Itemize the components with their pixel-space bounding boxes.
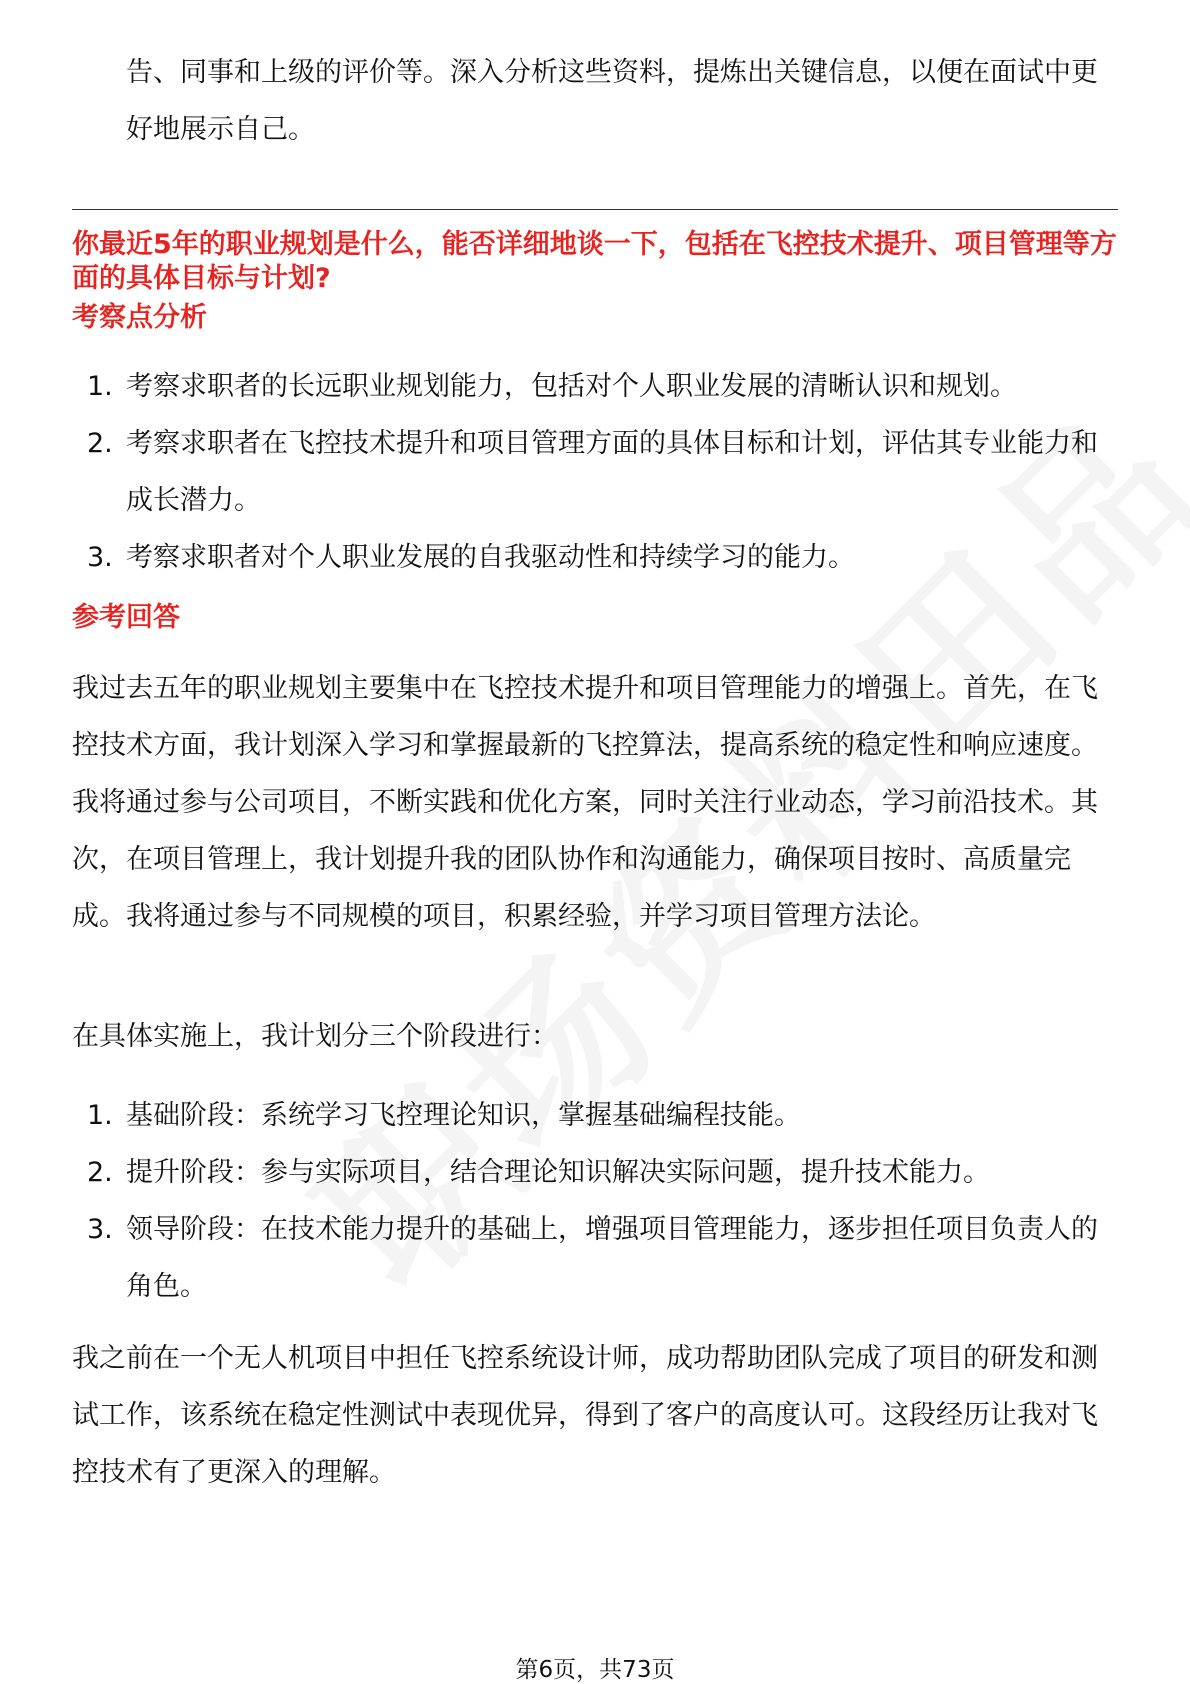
list-item-text: 领导阶段：在技术能力提升的基础上，增强项目管理能力，逐步担任项目负责人的角色。 bbox=[126, 1214, 1098, 1302]
list-item bbox=[80, 1144, 1120, 1201]
list-number: 3. bbox=[87, 1214, 113, 1245]
answer-paragraph-2: 在具体实施上，我计划分三个阶段进行： bbox=[72, 1021, 558, 1052]
list-number: 2. bbox=[87, 428, 113, 459]
list-item bbox=[80, 1201, 1120, 1315]
list-item-text: 提升阶段：参与实际项目，结合理论知识解决实际问题，提升技术能力。 bbox=[126, 1157, 990, 1188]
analysis-heading: 考察点分析 bbox=[72, 302, 207, 333]
list-item-text: 考察求职者对个人职业发展的自我驱动性和持续学习的能力。 bbox=[126, 542, 855, 573]
stages-list bbox=[80, 1087, 1120, 1315]
list-item bbox=[80, 529, 1120, 586]
section-divider bbox=[72, 209, 1118, 210]
page-footer: 第6页，共73页 bbox=[515, 1657, 675, 1683]
list-item-text: 基础阶段：系统学习飞控理论知识，掌握基础编程技能。 bbox=[126, 1100, 801, 1131]
list-item-text: 考察求职者在飞控技术提升和项目管理方面的具体目标和计划，评估其专业能力和成长潜力。 bbox=[126, 428, 1098, 516]
analysis-list bbox=[80, 358, 1120, 586]
list-item bbox=[80, 358, 1120, 415]
interview-question: 你最近5年的职业规划是什么，能否详细地谈一下，包括在飞控技术提升、项目管理等方面的具体目标与计划? bbox=[72, 229, 1117, 294]
list-number: 2. bbox=[87, 1157, 113, 1188]
answer-paragraph-1: 我过去五年的职业规划主要集中在飞控技术提升和项目管理能力的增强上。首先，在飞控技术方面，我计划深入学习和掌握最新的飞控算法，提高系统的稳定性和响应速度。我将通过参与公司项目，不断实践和优化方案，同时关注行业动态，学习前沿技术。其次，在项目管理上，我计划提升我的团队协作和沟通能力，确保项目按时、高质量完成。我将通过参与不同规模的项目，积累经验，并学习项目管理方法论。 bbox=[72, 673, 1098, 932]
list-number: 1. bbox=[87, 1100, 113, 1131]
list-number: 3. bbox=[87, 542, 113, 573]
list-item bbox=[80, 415, 1120, 529]
list-item-text: 考察求职者的长远职业规划能力，包括对个人职业发展的清晰认识和规划。 bbox=[126, 371, 1017, 402]
list-number: 1. bbox=[87, 371, 113, 402]
answer-paragraph-3: 我之前在一个无人机项目中担任飞控系统设计师，成功帮助团队完成了项目的研发和测试工作，该系统在稳定性测试中表现优异，得到了客户的高度认可。这段经历让我对飞控技术有了更深入的理解。 bbox=[72, 1343, 1098, 1488]
intro-paragraph: 告、同事和上级的评价等。深入分析这些资料，提炼出关键信息，以便在面试中更好地展示自己。 bbox=[126, 57, 1098, 145]
list-item bbox=[80, 1087, 1120, 1144]
answer-heading: 参考回答 bbox=[72, 602, 180, 633]
